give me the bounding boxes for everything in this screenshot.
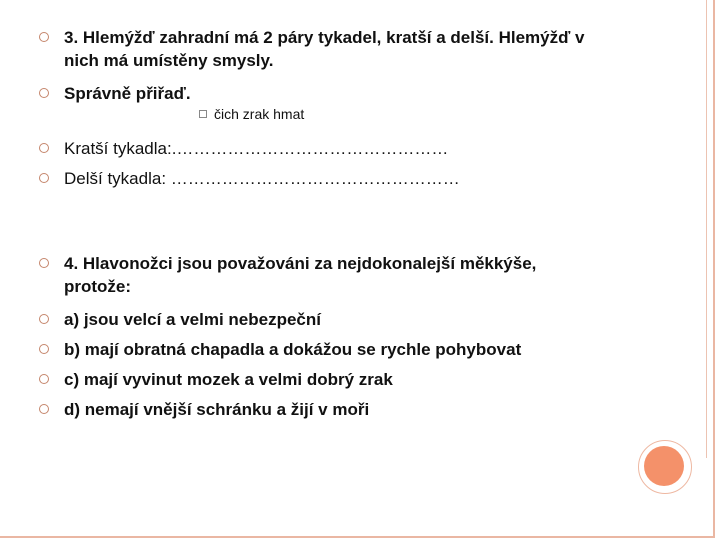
question-3-line-1: 3. Hlemýžď zahradní má 2 páry tykadel, kratší a delší. Hlemýžď v — [64, 28, 585, 47]
question-3-line-2: nich má umístěny smysly. — [64, 51, 274, 70]
shorter-tentacles-blank: Kratší tykadla:.………………………………………… — [64, 139, 449, 158]
bullet-icon — [39, 258, 49, 268]
question-4-line-2: protože: — [64, 277, 132, 296]
option-a: a) jsou velcí a velmi nebezpeční — [64, 310, 321, 329]
bullet-icon — [39, 143, 49, 153]
bullet-icon — [39, 374, 49, 384]
bullet-icon — [39, 32, 49, 42]
option-d: d) nemají vnější schránku a žijí v moři — [64, 400, 370, 419]
bullet-icon — [39, 344, 49, 354]
decorative-circle-fill — [644, 446, 684, 486]
corner-rule — [706, 0, 707, 458]
bullet-icon — [39, 173, 49, 183]
option-b: b) mají obratná chapadla a dokážou se rychle pohybovat — [64, 340, 522, 359]
instruction-text: Správně přiřaď. — [64, 84, 191, 103]
bullet-icon — [39, 404, 49, 414]
longer-tentacles-blank: Delší tykadla: …………………………………………… — [64, 169, 460, 188]
senses-list: čich zrak hmat — [214, 106, 305, 122]
bullet-icon — [39, 88, 49, 98]
square-bullet-icon — [199, 110, 207, 118]
option-c: c) mají vyvinut mozek a velmi dobrý zrak — [64, 370, 393, 389]
bullet-icon — [39, 314, 49, 324]
question-4-line-1: 4. Hlavonožci jsou považováni za nejdokonalejší měkkýše, — [64, 254, 537, 273]
